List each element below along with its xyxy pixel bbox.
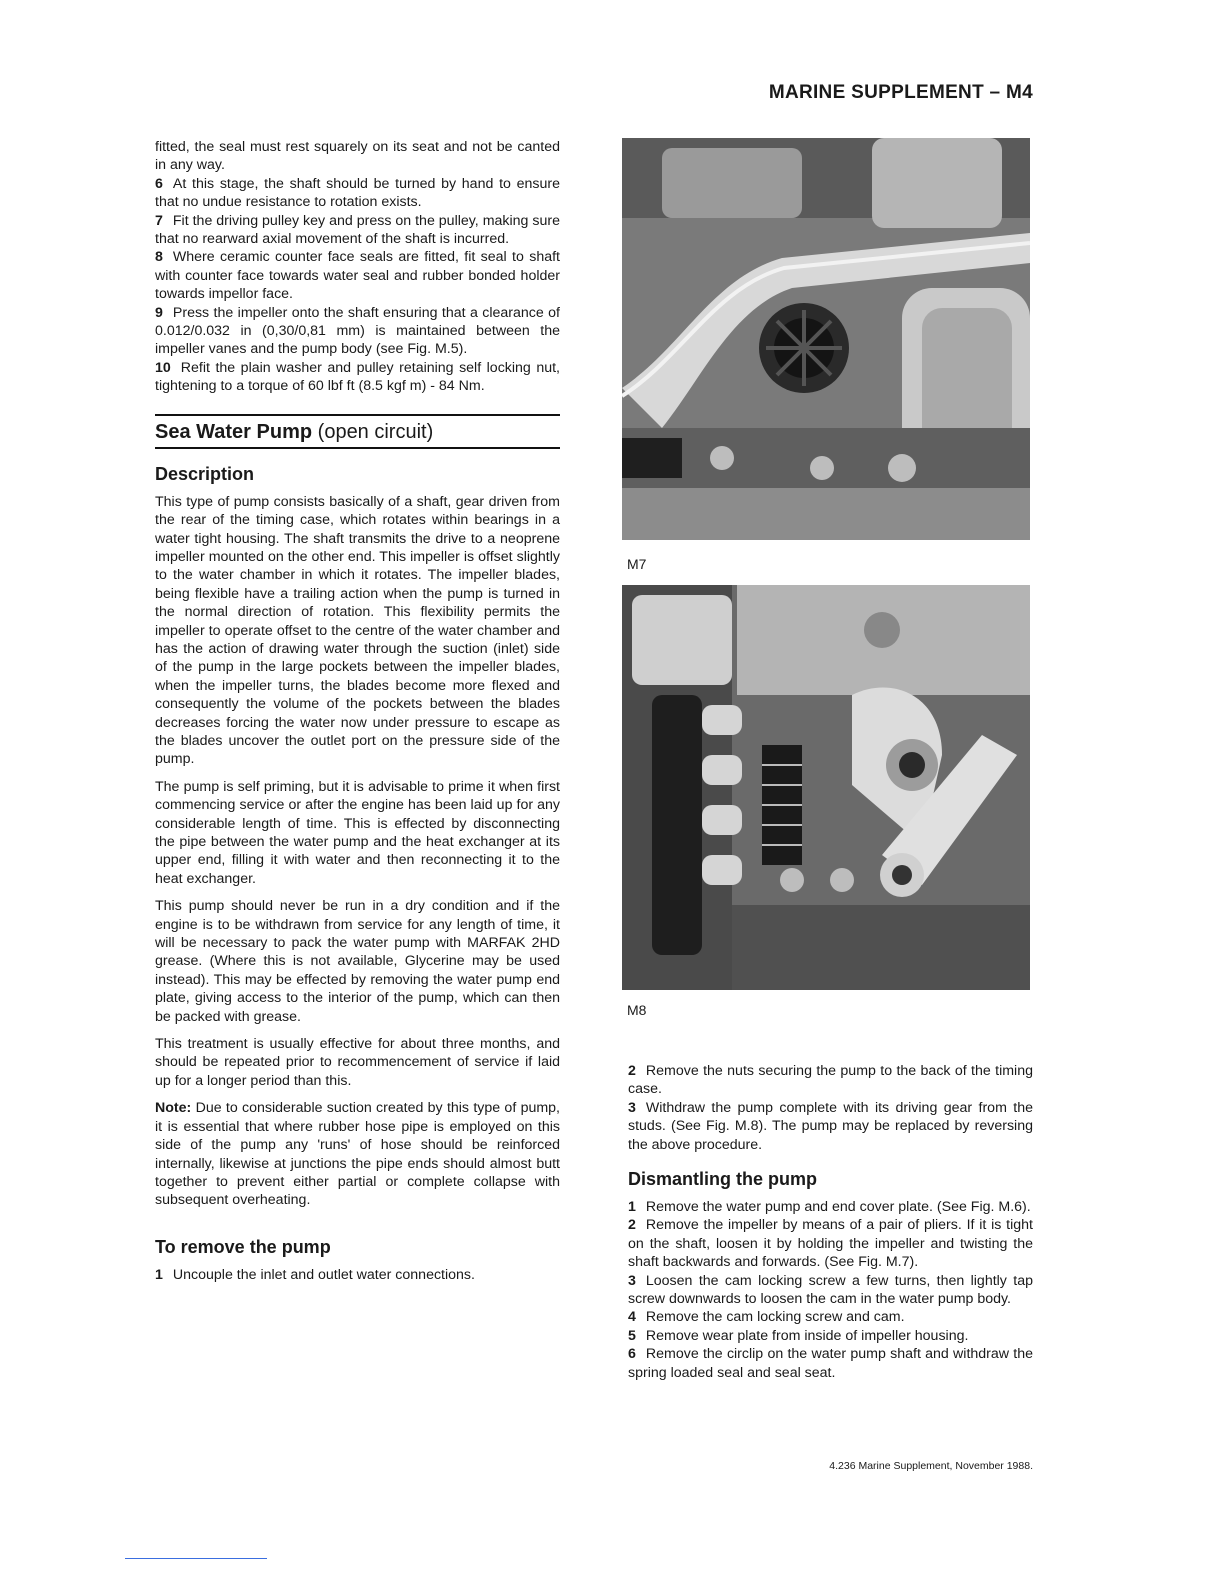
note-label: Note:	[155, 1100, 192, 1117]
step-text: Fit the driving pulley key and press on the pulley, making sure that no rearward axial movement of the shaft is incurred.	[155, 212, 560, 248]
dismantle-step-3	[628, 1272, 1033, 1309]
intro-step-7	[155, 212, 560, 249]
figure-m8-photo	[622, 585, 1030, 990]
dismantle-step-2	[628, 1216, 1033, 1271]
intro-paragraph-continued	[155, 138, 560, 175]
section-title-bold: Sea Water Pump	[155, 420, 313, 443]
page-header: MARINE SUPPLEMENT – M4	[768, 82, 1033, 103]
dismantle-step-6	[628, 1345, 1033, 1382]
dismantle-step-1	[628, 1198, 1033, 1216]
section-title	[155, 414, 560, 449]
remove-step-2	[628, 1062, 1033, 1099]
step-text: Remove the cam locking screw and cam.	[645, 1309, 905, 1326]
step-number: 2	[628, 1063, 636, 1079]
description-paragraph: This treatment is usually effective for about three months, and should be repeated prior to recommencement of service if laid up for a longer period than this.	[155, 1036, 560, 1089]
page-footer: 4.236 Marine Supplement, November 1988.	[829, 1460, 1033, 1472]
description-paragraph: This type of pump consists basically of a shaft, gear driven from the rear of the timing case, which rotates within bearings in a water tight housing. The shaft transmits the drive to a neoprene impeller mounted on the other end. This impeller is offset slightly to the water chamber in which it rotates. The impeller blades, being flexible have a trailing action when the pump is turned in the normal direction of rotation. This flexibility permits the impeller to operate offset to the centre of the water chamber and has the action of drawing water through the suction (inlet) side of the pump in the large pockets between the impeller blades, when the impeller turns, the blades become more flexed and consequently the volume of the pockets between the blades decreases forcing the water now under pressure to escape as the blades uncover the outlet port on the pressure side of the pump.	[155, 493, 560, 768]
remove-heading: To remove the pump	[155, 1236, 331, 1257]
section-title-rest: (open circuit)	[317, 420, 434, 443]
dismantle-step-4	[628, 1308, 1033, 1326]
intro-paragraph-text: fitted, the seal must rest squarely on its seat and not be canted in any way.	[155, 139, 560, 174]
step-number: 7	[155, 212, 163, 229]
step-number: 4	[628, 1309, 636, 1326]
step-text: Remove the impeller by means of a pair of pliers. If it is tight on the shaft, loosen it by holding the impeller and twisting the shaft backwards and forwards. (See Fig. M.7).	[628, 1217, 1033, 1271]
step-number: 3	[628, 1099, 636, 1116]
step-text: At this stage, the shaft should be turned by hand to ensure that no undue resistance to rotation exists.	[155, 175, 560, 211]
step-text: Loosen the cam locking screw a few turns, then lightly tap screw downwards to loosen the cam in the water pump body.	[628, 1272, 1033, 1308]
dismantle-step-5	[628, 1327, 1033, 1345]
left-column	[155, 138, 560, 1284]
description-paragraph: This pump should never be run in a dry condition and if the engine is to be withdrawn from service for any length of time, it will be necessary to pack the water pump with MARFAK 2HD grease. (Where this is not available, Glycerine may be used instead). This may be effected by removing the water pump end plate, giving access to the interior of the pump, which can then be packed with grease.	[155, 898, 560, 1025]
step-text: Where ceramic counter face seals are fitted, fit seal to shaft with counter face towards water seal and rubber bonded holder towards impellor face.	[155, 249, 560, 303]
intro-step-10	[155, 359, 560, 396]
remove-step-1	[155, 1266, 560, 1284]
step-text: Withdraw the pump complete with its driving gear from the studs. (See Fig. M.8). The pump may be replaced by reversing the above procedure.	[628, 1099, 1033, 1153]
engine-photo-m7	[622, 138, 1030, 540]
step-number: 1	[628, 1199, 636, 1216]
right-column	[628, 1062, 1033, 1382]
intro-step-8	[155, 248, 560, 303]
step-text: Remove the nuts securing the pump to the back of the timing case.	[628, 1063, 1033, 1098]
step-text: Refit the plain washer and pulley retaining self locking nut, tightening to a torque of 60 lbf ft (8.5 kgf m) - 84 Nm.	[155, 359, 560, 395]
footnote-divider	[125, 1558, 267, 1559]
step-text: Remove the circlip on the water pump shaft and withdraw the spring loaded seal and seal seat.	[628, 1346, 1033, 1381]
note-text: Due to considerable suction created by this type of pump, it is essential that where rubber hose pipe is employed on this side of the pump any 'runs' of hose should be reinforced internally, likewise at junctions the pipe ends should almost butt together to prevent either partial or complete collapse with subsequent overheating.	[155, 1100, 560, 1209]
step-number: 6	[628, 1346, 636, 1363]
step-text: Uncouple the inlet and outlet water connections.	[172, 1266, 475, 1283]
step-number: 6	[155, 175, 163, 192]
remove-step-3	[628, 1099, 1033, 1154]
intro-step-6	[155, 175, 560, 212]
step-number: 9	[155, 304, 163, 321]
step-number: 3	[628, 1272, 636, 1289]
engine-photo-m8	[622, 585, 1030, 990]
figure-m8-caption: M8	[627, 1002, 647, 1018]
step-number: 1	[155, 1266, 163, 1283]
step-text: Press the impeller onto the shaft ensuring that a clearance of 0.012/0.032 in (0,30/0,81 mm) is maintained between the impeller vanes and the pump body (see Fig. M.5).	[155, 304, 560, 358]
step-text: Remove the water pump and end cover plate. (See Fig. M.6).	[645, 1199, 1031, 1216]
dismantle-heading: Dismantling the pump	[628, 1169, 817, 1190]
description-paragraph: The pump is self priming, but it is advisable to prime it when first commencing service or after the engine has been laid up for any considerable length of time. This is effected by disconnecting the pipe between the water pump and the heat exchanger at its upper end, filling it with water and then reconnecting it to the heat exchanger.	[155, 778, 560, 887]
step-number: 2	[628, 1217, 636, 1234]
intro-step-9	[155, 304, 560, 359]
figure-m7-caption: M7	[627, 556, 647, 572]
step-number: 5	[628, 1327, 636, 1344]
note-paragraph	[155, 1099, 560, 1209]
step-text: Remove wear plate from inside of impeller housing.	[645, 1327, 969, 1344]
figure-m7-photo	[622, 138, 1030, 540]
step-number: 8	[155, 249, 163, 266]
description-heading: Description	[155, 463, 255, 484]
step-number: 10	[155, 359, 171, 376]
